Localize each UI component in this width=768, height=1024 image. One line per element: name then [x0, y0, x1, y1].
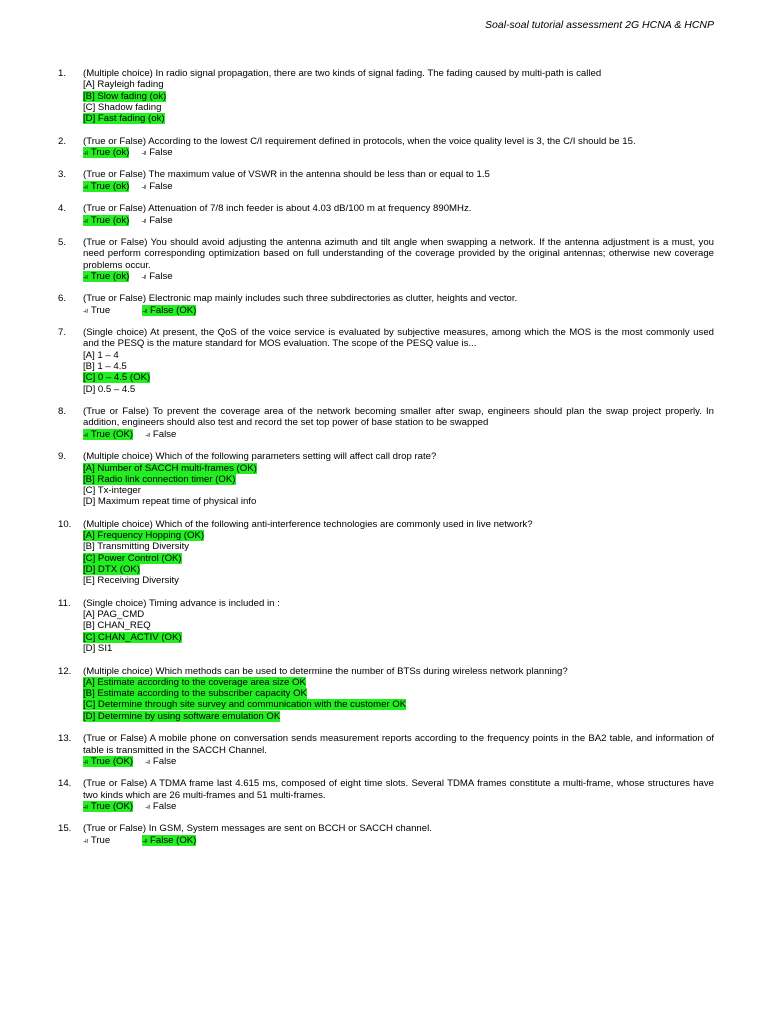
true-false-label: False	[152, 800, 177, 812]
question-text: (True or False) A TDMA frame last 4.615 ms, composed of eight time slots. Several TDMA frames constitute a multi-frame, whose structures have two kinds which are 26 multi-frames and 51 multi-frames.	[83, 778, 714, 801]
answer-option: [C] Power Control (OK)	[83, 552, 182, 564]
answer-option: [A] Estimate according to the coverage area size OK	[83, 676, 306, 688]
question-item	[58, 778, 714, 812]
question-number: 7.	[58, 327, 67, 339]
answer-option: [D] DTX (OK)	[83, 564, 141, 576]
tf-marker-icon: ⫣	[142, 835, 147, 845]
question-text: (Single choice) At present, the QoS of the voice service is evaluated by subjective measures, among which the MOS is the most commonly used and the PESQ is the mature standard for MOS evaluation. The scope of the PESQ value is...	[83, 327, 714, 350]
true-false-option	[141, 215, 172, 226]
true-false-label: False (OK)	[150, 834, 197, 846]
tf-marker-icon: ⫣	[83, 215, 88, 225]
question-text: (Multiple choice) Which methods can be used to determine the number of BTSs during wireless network planning?	[83, 665, 568, 677]
true-false-label: False	[149, 270, 173, 282]
tf-marker-icon: ⫣	[83, 305, 88, 315]
question-item	[58, 666, 714, 722]
true-false-label: False	[152, 428, 177, 440]
true-false-option	[145, 429, 176, 440]
page-header: Soal-soal tutorial assessment 2G HCNA & HCNP	[485, 19, 714, 31]
question-text: (True or False) In GSM, System messages are sent on BCCH or SACCH channel.	[83, 823, 432, 835]
question-list	[58, 68, 714, 857]
question-item	[58, 733, 714, 767]
true-false-option	[141, 181, 172, 192]
answer-option: [C] 0 – 4.5 (OK)	[83, 372, 151, 384]
question-text: (True or False) Electronic map mainly includes such three subdirectories as clutter, heights and vector.	[83, 293, 518, 305]
question-item	[58, 598, 714, 654]
question-number: 15.	[58, 823, 72, 835]
true-false-option	[83, 147, 129, 158]
question-item	[58, 519, 714, 587]
answer-option: [A] Frequency Hopping (OK)	[83, 530, 205, 542]
answer-option: [D] 0.5 – 4.5	[83, 383, 136, 395]
true-false-label: True	[90, 304, 111, 316]
tf-marker-icon: ⫣	[142, 305, 147, 315]
tf-marker-icon: ⫣	[83, 181, 88, 191]
question-item	[58, 169, 714, 192]
tf-marker-icon: ⫣	[145, 429, 150, 439]
question-number: 6.	[58, 293, 67, 305]
true-false-option	[141, 271, 172, 282]
question-text: (Multiple choice) Which of the following anti-interference technologies are commonly used in live network?	[83, 518, 533, 530]
tf-marker-icon: ⫣	[83, 271, 88, 281]
true-false-option	[83, 271, 129, 282]
true-false-option	[83, 215, 129, 226]
question-text: (Multiple choice) Which of the following parameters setting will affect call drop rate?	[83, 451, 437, 463]
question-number: 10.	[58, 518, 72, 530]
tf-marker-icon: ⫣	[141, 181, 147, 191]
question-number: 12.	[58, 665, 72, 677]
answer-option: [D] Fast fading (ok)	[83, 113, 165, 125]
question-item	[58, 203, 714, 226]
true-false-option	[145, 756, 176, 767]
answer-option: [B] Radio link connection timer (OK)	[83, 473, 236, 485]
answer-option: [B] Slow fading (ok)	[83, 90, 167, 102]
true-false-label: True (ok)	[90, 146, 130, 158]
tf-marker-icon: ⫣	[83, 835, 88, 845]
answer-option: [D] SI1	[83, 643, 113, 655]
tf-marker-icon: ⫣	[141, 215, 147, 225]
true-false-label: True (OK)	[90, 800, 134, 812]
true-false-option	[142, 305, 196, 316]
true-false-label: True (OK)	[90, 755, 134, 767]
answer-option: [B] CHAN_REQ	[83, 620, 151, 632]
question-item	[58, 68, 714, 124]
question-item	[58, 406, 714, 440]
answer-option: [B] Transmitting Diversity	[83, 541, 190, 553]
true-false-label: True	[90, 834, 111, 846]
answer-option: [C] CHAN_ACTIV (OK)	[83, 631, 182, 643]
true-false-label: False	[152, 755, 177, 767]
answer-option: [A] PAG_CMD	[83, 609, 145, 621]
answer-option: [E] Receiving Diversity	[83, 575, 179, 587]
true-false-option	[145, 801, 176, 812]
question-item	[58, 823, 714, 846]
true-false-option	[83, 181, 129, 192]
question-text: (True or False) A mobile phone on conversation sends measurement reports according to the frequency points in the BA2 table, and information of table is transmitted in the SACCH Channel.	[83, 733, 714, 756]
question-text: (Single choice) Timing advance is included in :	[83, 597, 280, 609]
question-number: 14.	[58, 778, 72, 790]
question-item	[58, 237, 714, 282]
tf-marker-icon: ⫣	[145, 756, 150, 766]
tf-marker-icon: ⫣	[141, 147, 147, 157]
question-item	[58, 293, 714, 316]
answer-option: [A] Rayleigh fading	[83, 79, 164, 91]
question-number: 2.	[58, 135, 67, 147]
true-false-option	[83, 756, 133, 767]
true-false-label: False	[149, 180, 173, 192]
question-number: 8.	[58, 406, 67, 418]
question-text: (True or False) According to the lowest C/I requirement defined in protocols, when the voice quality level is 3, the C/I should be 15.	[83, 135, 636, 147]
tf-marker-icon: ⫣	[83, 801, 88, 811]
true-false-label: True (OK)	[90, 428, 134, 440]
question-item	[58, 327, 714, 395]
true-false-option	[142, 835, 196, 846]
true-false-label: False	[149, 214, 173, 226]
true-false-option	[83, 429, 133, 440]
true-false-option	[83, 801, 133, 812]
answer-option: [C] Determine through site survey and communication with the customer OK	[83, 699, 407, 711]
question-text: (True or False) To prevent the coverage area of the network becoming smaller after swap, engineers should plan the swap project properly. In addition, engineers should also test and record the set top power of base station to be swapped	[83, 406, 714, 429]
question-item	[58, 136, 714, 159]
answer-option: [D] Maximum repeat time of physical info	[83, 496, 257, 508]
true-false-label: True (ok)	[90, 214, 130, 226]
question-number: 9.	[58, 451, 67, 463]
question-text: (True or False) You should avoid adjusting the antenna azimuth and tilt angle when swapping a network. If the antenna adjustment is a must, you need perform corresponding optimization based on full understanding of the coverage provided by the original antennas; otherwise new coverage problems occur.	[83, 237, 714, 271]
question-number: 3.	[58, 169, 67, 181]
question-text: (True or False) The maximum value of VSWR in the antenna should be less than or equal to 1.5	[83, 169, 490, 181]
answer-option: [C] Shadow fading	[83, 101, 162, 113]
question-item	[58, 451, 714, 507]
question-number: 5.	[58, 237, 67, 249]
tf-marker-icon: ⫣	[83, 429, 88, 439]
true-false-label: True (ok)	[90, 270, 130, 282]
tf-marker-icon: ⫣	[145, 801, 150, 811]
true-false-option	[83, 305, 110, 316]
answer-option: [B] 1 – 4.5	[83, 361, 127, 373]
answer-option: [A] 1 – 4	[83, 349, 119, 361]
answer-option: [A] Number of SACCH multi-frames (OK)	[83, 462, 257, 474]
true-false-option	[83, 835, 110, 846]
true-false-label: True (ok)	[90, 180, 130, 192]
tf-marker-icon: ⫣	[83, 147, 88, 157]
answer-option: [B] Estimate according to the subscriber capacity OK	[83, 688, 307, 700]
true-false-label: False	[149, 146, 173, 158]
question-text: (Multiple choice) In radio signal propagation, there are two kinds of signal fading. The fading caused by multi-path is called	[83, 68, 602, 79]
tf-marker-icon: ⫣	[141, 271, 147, 281]
tf-marker-icon: ⫣	[83, 756, 88, 766]
question-text: (True or False) Attenuation of 7/8 inch feeder is about 4.03 dB/100 m at frequency 890MHz.	[83, 203, 472, 215]
question-number: 11.	[58, 597, 71, 609]
question-number: 13.	[58, 733, 72, 745]
answer-option: [D] Determine by using software emulation OK	[83, 710, 281, 722]
question-number: 1.	[58, 68, 67, 79]
true-false-option	[141, 147, 172, 158]
answer-option: [C] Tx-integer	[83, 485, 141, 497]
question-number: 4.	[58, 203, 67, 215]
true-false-label: False (OK)	[150, 304, 197, 316]
